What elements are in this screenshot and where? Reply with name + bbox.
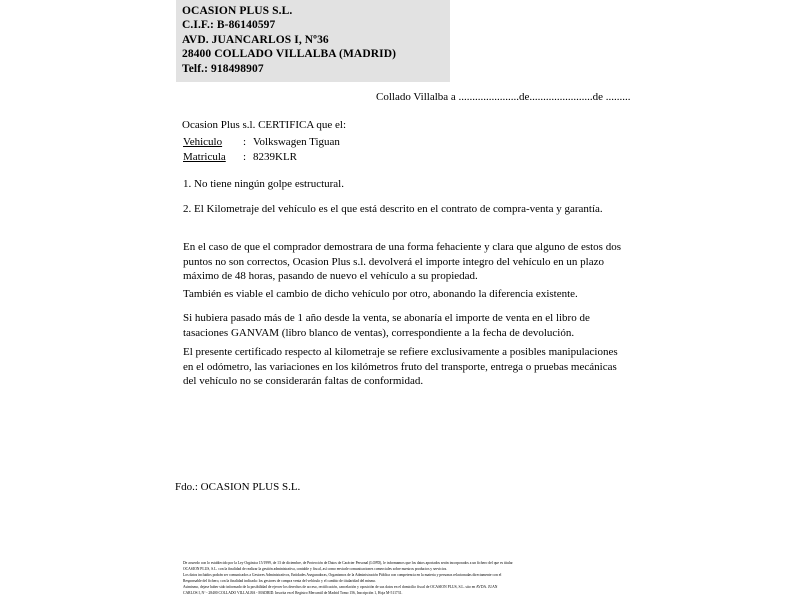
plate-value: 8239KLR bbox=[253, 151, 297, 163]
legal-footer-line: CARLOS I, Nº - 28400 COLLADO VILLALBA - MADRID. Inscrita en el Registro Mercantil de Madrid Tomo 156, Inscripción 1, Hoja M-511731. bbox=[183, 591, 403, 596]
certification-intro: Ocasion Plus s.l. CERTIFICA que el: bbox=[182, 119, 347, 131]
point-item: 2. El Kilometraje del vehículo es el que está descrito en el contrato de compra-venta y garantía. bbox=[183, 203, 603, 215]
vehicle-details bbox=[183, 135, 340, 165]
vehicle-colon: : bbox=[243, 136, 247, 148]
plate-label: Matricula bbox=[183, 151, 226, 163]
plate-colon: : bbox=[243, 151, 247, 163]
company-cif: C.I.F.: B-86140597 bbox=[182, 19, 276, 32]
vehicle-label: Vehiculo bbox=[183, 136, 223, 148]
vehicle-row bbox=[183, 135, 340, 150]
company-name: OCASION PLUS S.L. bbox=[182, 5, 293, 17]
point-item: 1. No tiene ningún golpe estructural. bbox=[183, 178, 344, 190]
legal-footer-line: De acuerdo con lo establecido por la Ley Orgánica 15/1999, de 13 de diciembre, de Protección de Datos de Carácter Personal (LOPD), le informamos que los datos aportados serán incorporados a un fichero del que es titular bbox=[183, 561, 513, 565]
paragraph: El presente certificado respecto al kilometraje se refiere exclusivamente a posibles manipulaciones en el odómetro, las variaciones en los kilómetros fruto del transporte, entrega o pruebas mecánicas del vehículo no se considerarán faltas de conformidad. bbox=[183, 346, 618, 387]
paragraph: También es viable el cambio de dicho vehículo por otro, abonando la diferencia existente. bbox=[183, 288, 578, 300]
plate-row bbox=[183, 150, 340, 165]
legal-footer bbox=[183, 561, 623, 598]
legal-footer-line: Los datos incluidos podrán ser comunicados a Gestores Administrativos, Entidades Aseguradoras, Organismos de la Administración Pública con competencia en la materia y personas relacionadas directamente con el bbox=[183, 573, 502, 578]
company-header-block bbox=[176, 0, 450, 82]
vehicle-value: Volkswagen Tiguan bbox=[253, 136, 340, 148]
company-address-street: AVD. JUANCARLOS I, Nº36 bbox=[182, 33, 329, 46]
legal-footer-line: Responsable del fichero, con la finalidad indicada: los gestores de compra venta del vehículo y el cambio de titularidad del mismo. bbox=[183, 579, 377, 584]
date-line: Collado Villalba a ......................de.......................de ......... bbox=[376, 91, 631, 103]
company-phone: Telf.: 918498907 bbox=[182, 62, 264, 75]
legal-footer-line: Asimismo, dejase haber sido informado de la posibilidad de ejercer los derechos de acceso, rectificación, cancelación y oposición de sus datos en el domicilio fiscal de OCASION PLUS, S.L. sito en AVDA. JUAN bbox=[183, 585, 498, 590]
paragraph: Si hubiera pasado más de 1 año desde la venta, se abonaría el importe de venta en el libro de tasaciones GANVAM (libro blanco de ventas), correspondiente a la fecha de devolución. bbox=[183, 312, 590, 339]
paragraph: En el caso de que el comprador demostrara de una forma fehaciente y clara que alguno de estos dos puntos no son correctos, Ocasion Plus s.l. devolverá el importe integro del vehículo en un plazo máximo de 48 horas, pasando de nuevo el vehículo a su propiedad. bbox=[183, 241, 621, 282]
signature-line: Fdo.: OCASION PLUS S.L. bbox=[175, 481, 301, 493]
legal-footer-line: OCASION PLUS, S.L. con la finalidad de realizar la gestión administrativa, contable y fiscal, así como enviarle comunicaciones comerciales sobre nuestros productos y servicios. bbox=[183, 567, 448, 572]
company-address-city: 28400 COLLADO VILLALBA (MADRID) bbox=[182, 48, 397, 61]
